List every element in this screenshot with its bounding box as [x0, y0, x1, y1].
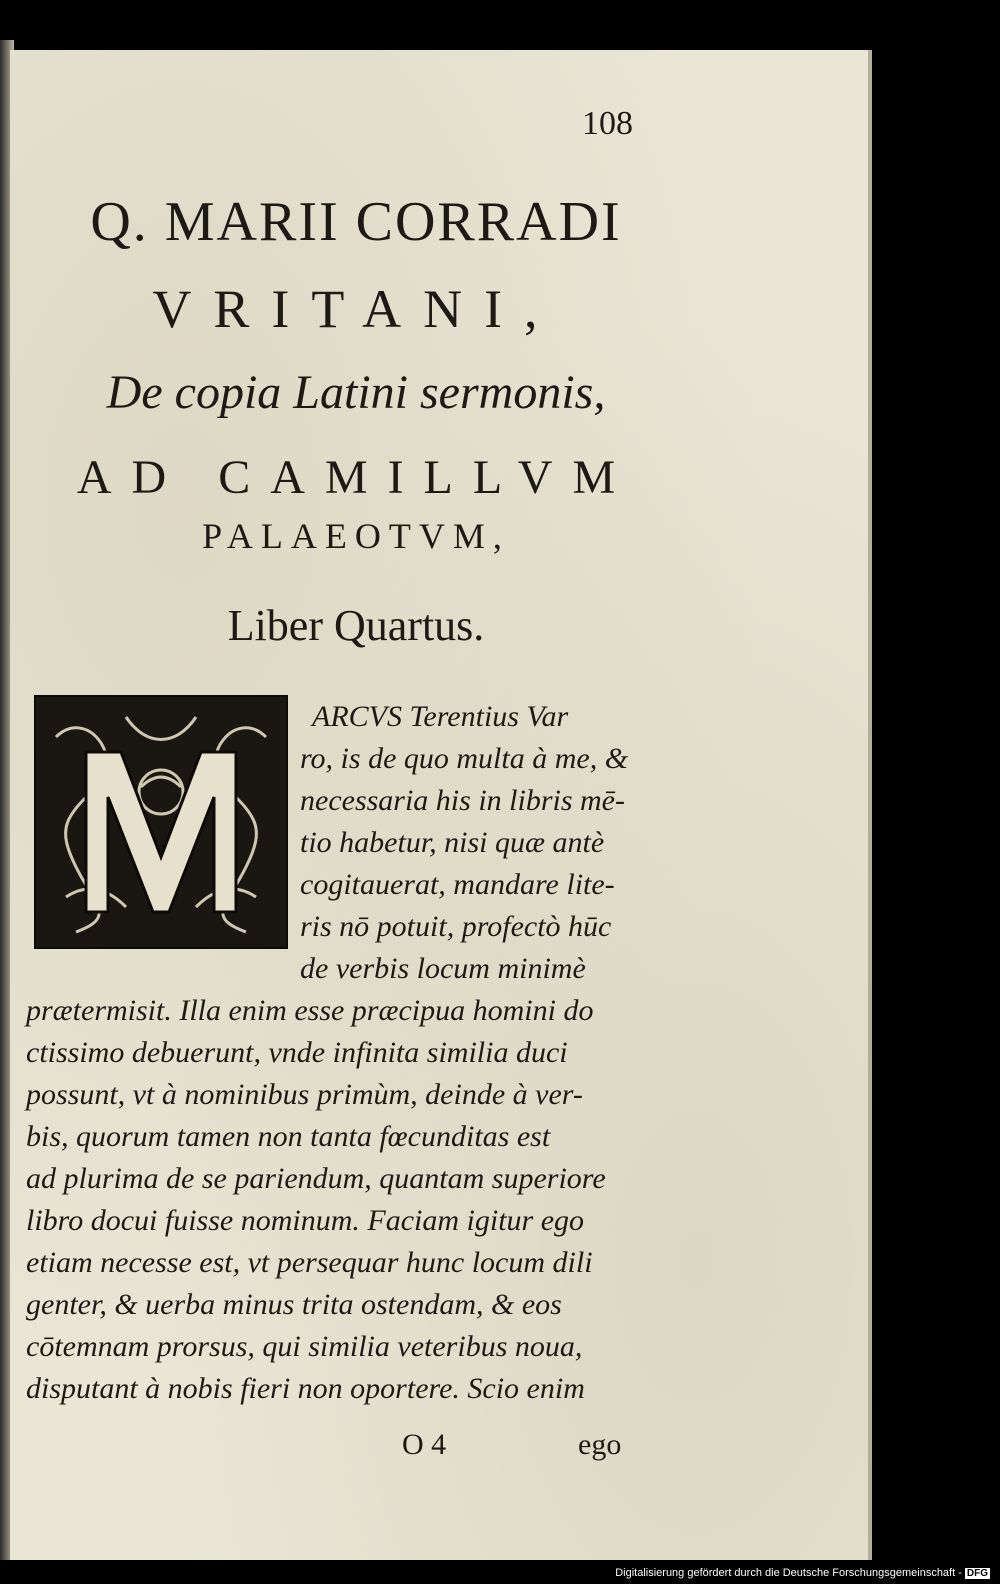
title-author: Q. MARII CORRADI [90, 191, 622, 253]
dfg-logo: DFG [966, 1568, 988, 1579]
text-line: ro, is de quo multa à me, & [300, 742, 629, 775]
text-line: ris nō potuit, profectò hūc [300, 910, 612, 943]
decorated-initial-m [34, 695, 288, 949]
credit-text: Digitalisierung gefördert durch die Deutsche Forschungsgemeinschaft - [615, 1567, 962, 1579]
text-line: ctissimo debuerunt, vnde infinita similia duci [26, 1036, 568, 1069]
text-line: possunt, vt à nominibus primùm, deinde à ver- [26, 1078, 583, 1111]
text-line: libro docui fuisse nominum. Faciam igitur ego [26, 1204, 585, 1237]
text-line: cogitauerat, mandare lite- [300, 868, 615, 901]
text-line: bis, quorum tamen non tanta fœcunditas est [26, 1120, 551, 1153]
text-line: de verbis locum minimè [300, 952, 586, 985]
digitization-credit [615, 1567, 990, 1579]
catchword: ego [578, 1428, 622, 1461]
text-line: ARCVS Terentius Var [312, 700, 569, 733]
text-line: ad plurima de se pariendum, quantam superiore [26, 1162, 606, 1195]
title-origin: VRITANI, [152, 279, 560, 339]
text-line: prætermisit. Illa enim esse præcipua homini do [26, 994, 594, 1027]
text-line: genter, & uerba minus trita ostendam, & eos [26, 1288, 562, 1321]
text-line: cōtemnam prorsus, qui similia veteribus noua, [26, 1330, 583, 1363]
initial-m-icon [36, 697, 286, 947]
title-work: De copia Latini sermonis, [106, 366, 606, 419]
dedication-line-1: AD CAMILLVM [76, 451, 636, 504]
text-line: tio habetur, nisi quæ antè [300, 826, 605, 859]
page-number: 108 [582, 105, 633, 142]
dedication-line-2: PALAEOTVM, [202, 516, 510, 556]
signature-mark: O 4 [402, 1428, 447, 1461]
book-page [10, 50, 872, 1560]
book-title: Liber Quartus. [227, 601, 485, 650]
text-line: disputant à nobis fieri non oportere. Scio enim [26, 1372, 585, 1405]
text-line: necessaria his in libris mē- [300, 784, 625, 817]
text-line: etiam necesse est, vt persequar hunc locum dili [26, 1246, 593, 1279]
